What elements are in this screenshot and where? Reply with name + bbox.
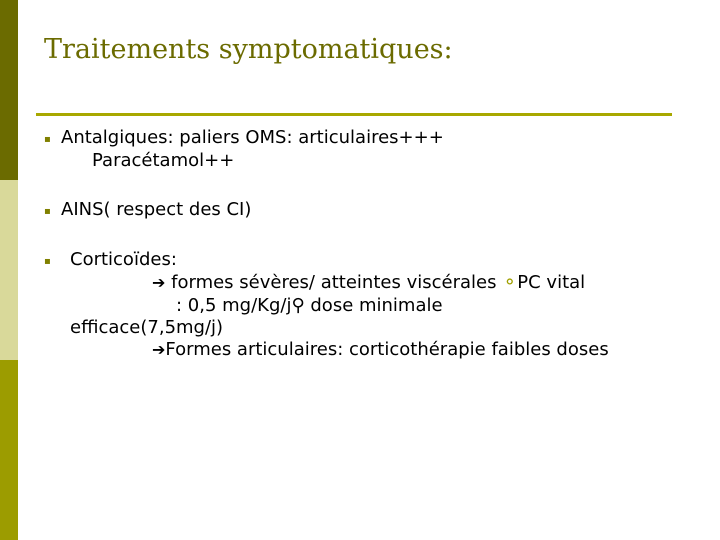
title-divider: [36, 113, 672, 116]
sidebar-segment-bottom: [0, 360, 18, 540]
item-corticoides-line5-text: Formes articulaires: corticothérapie faibles doses: [165, 339, 609, 360]
symbol-icon: ⚬: [502, 272, 518, 293]
item-corticoides-line3b-text: dose minimale: [310, 295, 443, 316]
symbol-icon: ⚲: [291, 295, 305, 316]
sidebar-segment-middle: [0, 180, 18, 360]
arrow-right-icon: ➔: [152, 273, 166, 292]
item-corticoides-line3: [176, 295, 443, 316]
item-corticoides-line2-text: formes sévères/ atteintes viscérales: [171, 272, 497, 293]
item-corticoides-line5: [152, 339, 609, 360]
item-antalgiques-line2: Paracétamol++: [92, 150, 235, 171]
bullet-icon: ▪: [44, 206, 51, 217]
bullet-icon: ▪: [44, 134, 51, 145]
sidebar-accent: [0, 0, 18, 540]
item-antalgiques-line1: Antalgiques: paliers OMS: articulaires+++: [61, 127, 444, 148]
sidebar-segment-top: [0, 0, 18, 180]
item-corticoides-line1: Corticoïdes:: [70, 249, 177, 270]
bullet-icon: ▪: [44, 256, 51, 267]
item-ains-line1: AINS( respect des CI): [61, 199, 252, 220]
item-corticoides-line3-text: : 0,5 mg/Kg/j: [176, 295, 292, 316]
item-corticoides-line4: efficace(7,5mg/j): [70, 317, 224, 338]
item-corticoides-line2: [152, 272, 585, 293]
arrow-right-icon: ➔: [152, 340, 166, 359]
slide-title: Traitements symptomatiques:: [44, 34, 453, 65]
item-corticoides-line2b-text: PC vital: [517, 272, 586, 293]
